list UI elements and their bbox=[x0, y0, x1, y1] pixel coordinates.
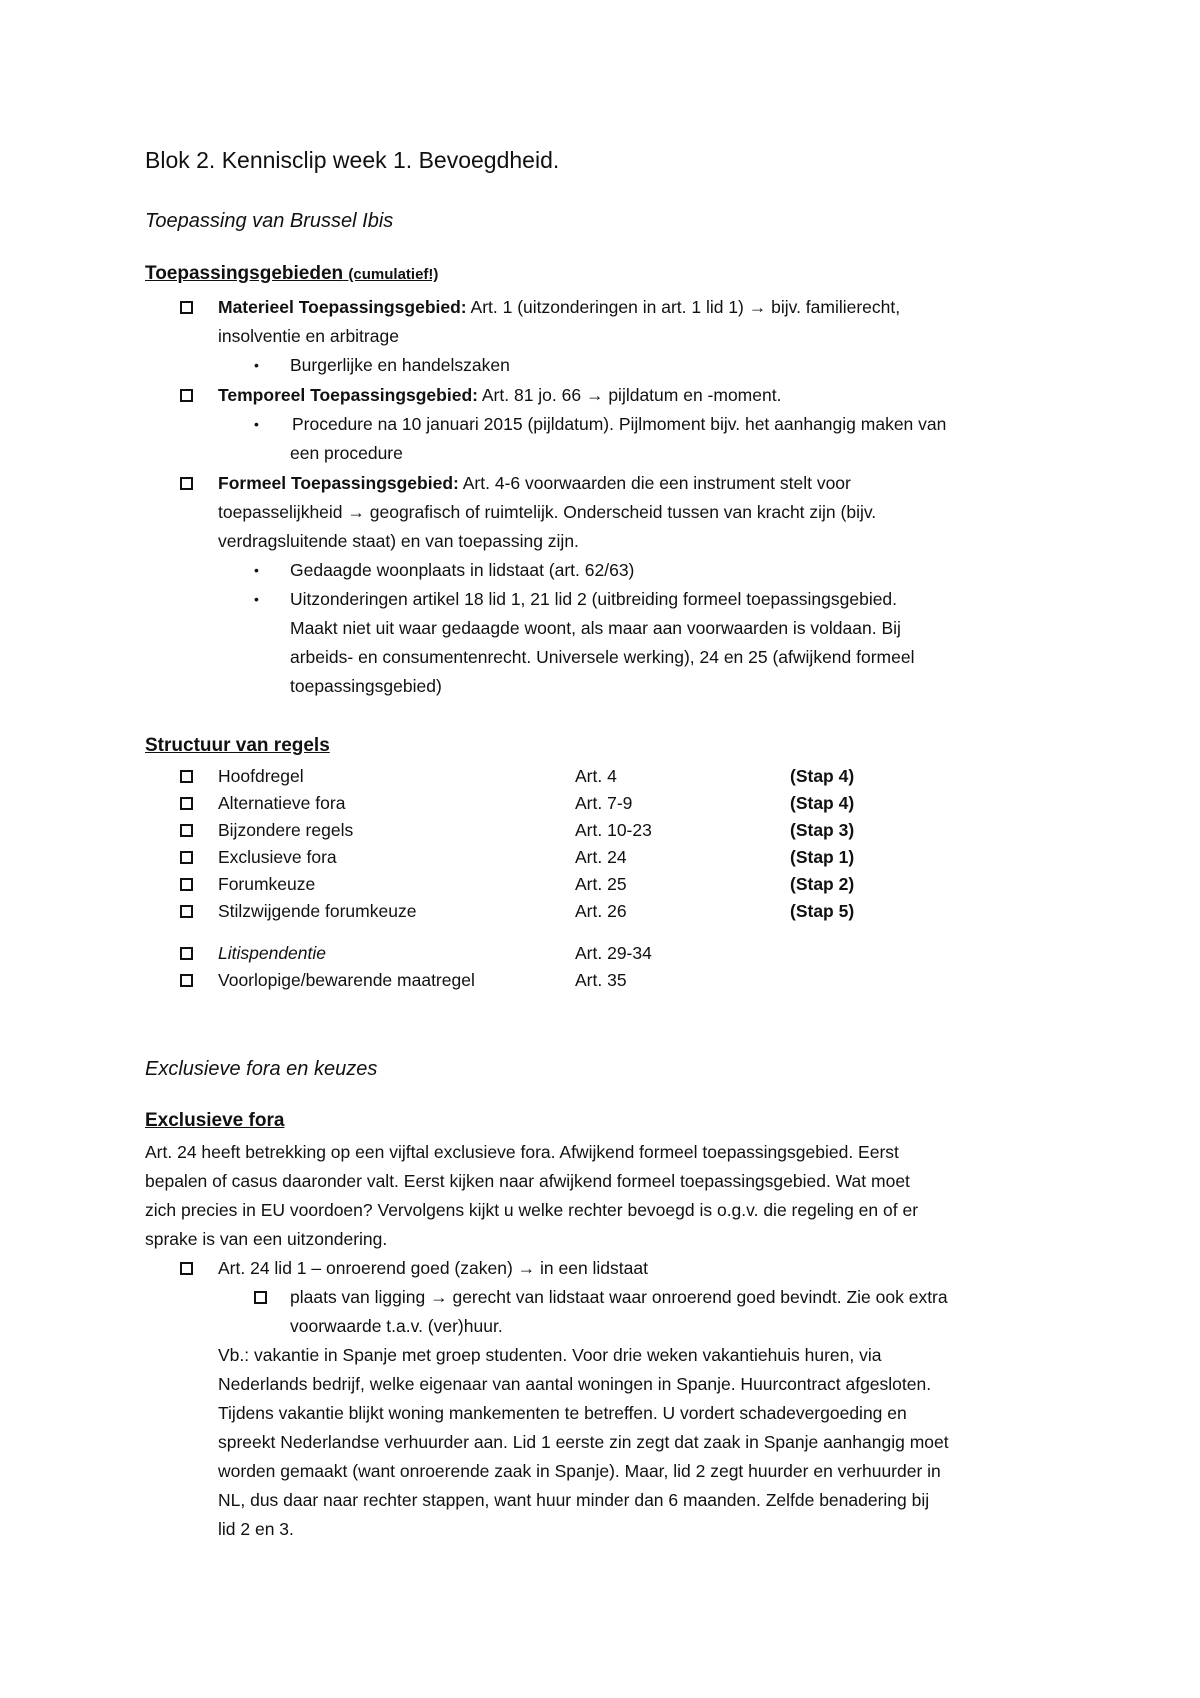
row-article: Art. 4 bbox=[575, 766, 617, 786]
temporeel-bullet-line1: Procedure na 10 januari 2015 (pijldatum). Pijlmoment bijv. het aanhangig maken van bbox=[292, 414, 947, 434]
formeel-line3: verdragsluitende staat) en van toepassing zijn. bbox=[218, 531, 579, 551]
row-article: Art. 26 bbox=[575, 901, 627, 921]
checkbox-icon bbox=[254, 1291, 267, 1304]
row-article: Art. 29-34 bbox=[575, 943, 652, 963]
row-article: Art. 10-23 bbox=[575, 820, 652, 840]
section-heading-exclusief: Exclusieve fora en keuzes bbox=[145, 1058, 378, 1080]
checkbox-icon bbox=[180, 947, 193, 960]
row-label: Bijzondere regels bbox=[218, 820, 354, 840]
formeel-text: Art. 4-6 voorwaarden die een instrument stelt voor bbox=[462, 473, 851, 493]
bullet-icon: • bbox=[254, 562, 259, 578]
paragraph-line: zich precies in EU voordoen? Vervolgens kijkt u welke rechter bevoegd is o.g.v. die regeling en of er bbox=[145, 1200, 919, 1220]
paragraph-line: sprake is van een uitzondering. bbox=[145, 1229, 388, 1249]
checkbox-icon bbox=[180, 389, 193, 402]
temporeel-line1 bbox=[218, 381, 781, 410]
paragraph-line: bepalen of casus daaronder valt. Eerst kijken naar afwijkend formeel toepassingsgebied. Wat moet bbox=[145, 1171, 910, 1191]
materieel-line2: insolventie en arbitrage bbox=[218, 326, 399, 346]
checkbox-icon bbox=[180, 878, 193, 891]
row-label: Alternatieve fora bbox=[218, 793, 346, 813]
row-step: (Stap 2) bbox=[790, 874, 855, 894]
paragraph-line: Art. 24 heeft betrekking op een vijftal exclusieve fora. Afwijkend formeel toepassingsgebied. Eerst bbox=[145, 1142, 899, 1162]
checkbox-icon bbox=[180, 797, 193, 810]
bullet-icon: • bbox=[254, 591, 259, 607]
example-line: spreekt Nederlandse verhuurder aan. Lid 1 eerste zin zegt dat zaak in Spanje aanhangig moet bbox=[218, 1432, 949, 1452]
checkbox-icon bbox=[180, 851, 193, 864]
row-label: Forumkeuze bbox=[218, 874, 316, 894]
row-label: Litispendentie bbox=[218, 943, 326, 963]
temporeel-label: Temporeel Toepassingsgebied: bbox=[218, 385, 478, 405]
materieel-bullet: Burgerlijke en handelszaken bbox=[290, 355, 510, 375]
row-article: Art. 24 bbox=[575, 847, 627, 867]
example-line: worden gemaakt (want onroerende zaak in Spanje). Maar, lid 2 zegt huurder en verhuurder in bbox=[218, 1461, 941, 1481]
exclusief-sub1-line2: voorwaarde t.a.v. (ver)huur. bbox=[290, 1316, 503, 1336]
example-line: Nederlands bedrijf, welke eigenaar van aantal woningen in Spanje. Huurcontract afgesloten. bbox=[218, 1374, 932, 1394]
temporeel-bullet-line2: een procedure bbox=[290, 443, 403, 463]
row-step: (Stap 4) bbox=[790, 793, 855, 813]
heading-toepassingsgebieden bbox=[145, 263, 438, 285]
row-label: Hoofdregel bbox=[218, 766, 304, 786]
bullet-icon: • bbox=[254, 357, 259, 373]
formeel-line2: toepasselijkheid → geografisch of ruimtelijk. Onderscheid tussen van kracht zijn (bijv. bbox=[218, 502, 877, 522]
row-article: Art. 35 bbox=[575, 970, 627, 990]
example-line: NL, dus daar naar rechter stappen, want huur minder dan 6 maanden. Zelfde benadering bij bbox=[218, 1490, 930, 1510]
checkbox-icon bbox=[180, 905, 193, 918]
heading-label: Toepassingsgebieden bbox=[145, 263, 344, 284]
example-line: Vb.: vakantie in Spanje met groep studenten. Voor drie weken vakantiehuis huren, via bbox=[218, 1345, 882, 1365]
formeel-bullet2-line3: arbeids- en consumentenrecht. Universele werking), 24 en 25 (afwijkend formeel bbox=[290, 647, 915, 667]
page-title: Blok 2. Kennisclip week 1. Bevoegdheid. bbox=[145, 147, 560, 173]
checkbox-icon bbox=[180, 974, 193, 987]
heading-note: (cumulatief!) bbox=[348, 266, 439, 283]
example-line: lid 2 en 3. bbox=[218, 1519, 294, 1539]
formeel-bullet1: Gedaagde woonplaats in lidstaat (art. 62/63) bbox=[290, 560, 635, 580]
row-label: Stilzwijgende forumkeuze bbox=[218, 901, 417, 921]
row-label: Exclusieve fora bbox=[218, 847, 337, 867]
section-heading-toepassing: Toepassing van Brussel Ibis bbox=[145, 210, 394, 232]
formeel-line1 bbox=[218, 469, 851, 498]
formeel-bullet2-line1: Uitzonderingen artikel 18 lid 1, 21 lid 2 (uitbreiding formeel toepassingsgebied. bbox=[290, 589, 898, 609]
checkbox-icon bbox=[180, 824, 193, 837]
row-step: (Stap 4) bbox=[790, 766, 855, 786]
checkbox-icon bbox=[180, 301, 193, 314]
materieel-text: Art. 1 (uitzonderingen in art. 1 lid 1) → bijv. familierecht, bbox=[470, 297, 901, 317]
exclusief-sub1-line1: plaats van ligging → gerecht van lidstaat waar onroerend goed bevindt. Zie ook extra bbox=[290, 1287, 948, 1307]
row-label: Voorlopige/bewarende maatregel bbox=[218, 970, 475, 990]
row-article: Art. 25 bbox=[575, 874, 627, 894]
formeel-bullet2-line2: Maakt niet uit waar gedaagde woont, als maar aan voorwaarden is voldaan. Bij bbox=[290, 618, 901, 638]
formeel-label: Formeel Toepassingsgebied: bbox=[218, 473, 459, 493]
row-step: (Stap 3) bbox=[790, 820, 855, 840]
heading-exclusieve-fora: Exclusieve fora bbox=[145, 1110, 285, 1131]
checkbox-icon bbox=[180, 1262, 193, 1275]
row-article: Art. 7-9 bbox=[575, 793, 633, 813]
formeel-bullet2-line4: toepassingsgebied) bbox=[290, 676, 442, 696]
exclusief-item1: Art. 24 lid 1 – onroerend goed (zaken) → in een lidstaat bbox=[218, 1258, 648, 1278]
materieel-label: Materieel Toepassingsgebied: bbox=[218, 297, 467, 317]
temporeel-text: Art. 81 jo. 66 → pijldatum en -moment. bbox=[481, 385, 782, 405]
checkbox-icon bbox=[180, 477, 193, 490]
heading-structuur: Structuur van regels bbox=[145, 735, 330, 756]
row-step: (Stap 1) bbox=[790, 847, 855, 867]
materieel-line1 bbox=[218, 293, 900, 322]
example-line: Tijdens vakantie blijkt woning mankementen te betreffen. U vordert schadevergoeding en bbox=[218, 1403, 907, 1423]
bullet-icon: • bbox=[254, 416, 259, 432]
checkbox-icon bbox=[180, 770, 193, 783]
row-step: (Stap 5) bbox=[790, 901, 855, 921]
